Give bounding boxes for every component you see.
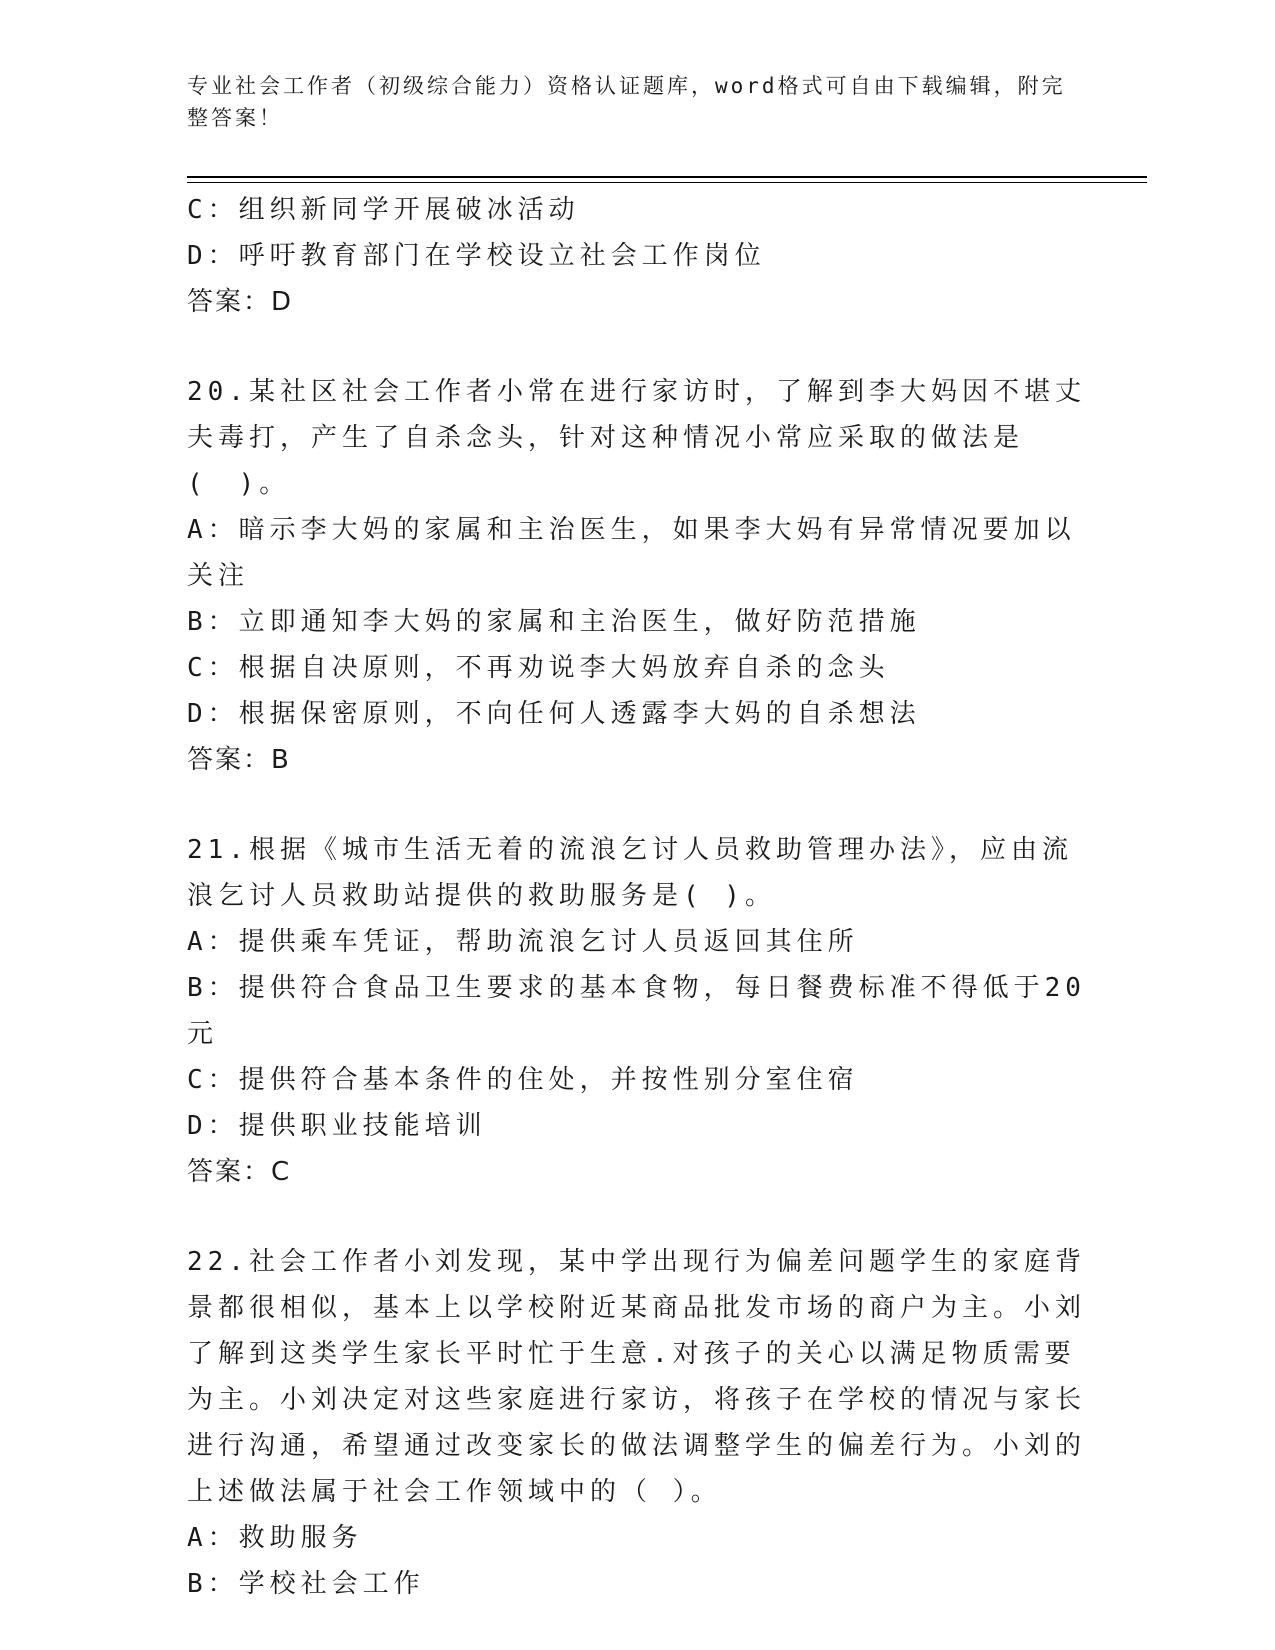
question-stem: 22.社会工作者小刘发现，某中学出现行为偏差问题学生的家庭背景都很相似，基本上以学校附近某商品批发市场的商户为主。小刘了解到这类学生家长平时忙于生意.对孩子的关心以满足物质需要为主。小刘决定对这些家庭进行家访，将孩子在学校的情况与家长进行沟通，希望通过改变家长的做法调整学生的偏差行为。小刘的上述做法属于社会工作领域中的（ ）。: [187, 1247, 1087, 1507]
option-a: A：暗示李大妈的家属和主治医生，如果李大妈有异常情况要加以关注: [187, 515, 1076, 591]
header-divider-thick: [187, 176, 1147, 178]
option-a: A：救助服务: [187, 1523, 363, 1553]
question-content: [187, 187, 1087, 1607]
option-d: D：呼吁教育部门在学校设立社会工作岗位: [187, 241, 766, 271]
question-20: [187, 369, 1087, 783]
answer-line: 答案：C: [187, 1157, 292, 1187]
question-21: [187, 827, 1087, 1195]
question-stem: 21.根据《城市生活无着的流浪乞讨人员救助管理办法》，应由流浪乞讨人员救助站提供的救助服务是( )。: [187, 835, 1073, 911]
answer-line: 答案：D: [187, 287, 294, 317]
option-d: D：根据保密原则，不向任何人透露李大妈的自杀想法: [187, 699, 921, 729]
answer-line: 答案：B: [187, 745, 291, 775]
question-stem: 20.某社区社会工作者小常在进行家访时，了解到李大妈因不堪丈夫毒打，产生了自杀念头，针对这种情况小常应采取的做法是( )。: [187, 377, 1086, 499]
question-22: [187, 1239, 1087, 1607]
option-b: B：立即通知李大妈的家属和主治医生，做好防范措施: [187, 607, 921, 637]
option-c: C：提供符合基本条件的住处，并按性别分室住宿: [187, 1065, 859, 1095]
option-d: D：提供职业技能培训: [187, 1111, 487, 1141]
option-a: A：提供乘车凭证，帮助流浪乞讨人员返回其住所: [187, 927, 859, 957]
option-c: C：根据自决原则，不再劝说李大妈放弃自杀的念头: [187, 653, 890, 683]
option-c: C：组织新同学开展破冰活动: [187, 195, 580, 225]
header-divider-thin: [187, 182, 1147, 183]
option-b: B：学校社会工作: [187, 1569, 425, 1599]
option-b: B：提供符合食品卫生要求的基本食物，每日餐费标准不得低于20元: [187, 973, 1086, 1049]
page-header: 专业社会工作者（初级综合能力）资格认证题库，word格式可自由下载编辑，附完整答案！: [187, 74, 1066, 130]
previous-question-tail: [187, 187, 1087, 325]
